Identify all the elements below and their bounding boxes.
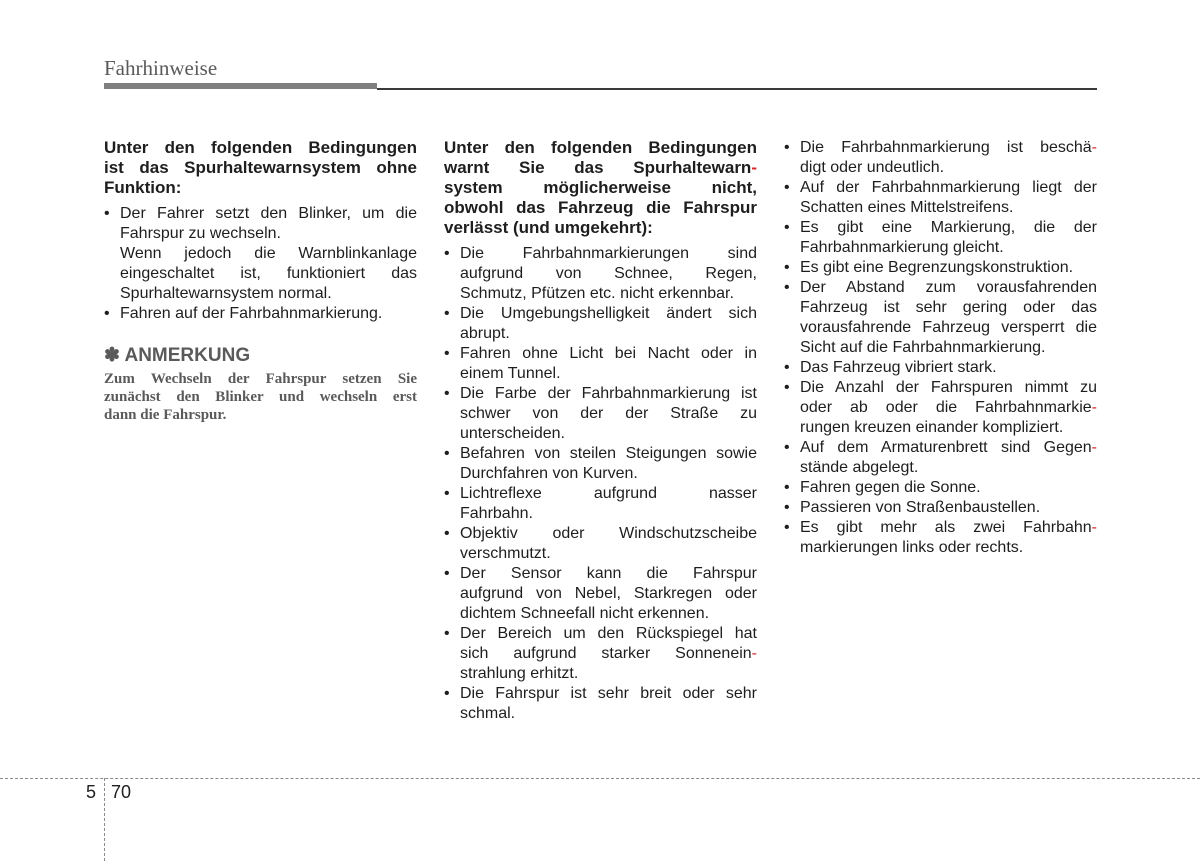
list-item-line: Die Fahrbahnmarkierung ist beschä- [800, 139, 1097, 156]
list-item-line: aufgrund von Nebel, Starkregen oder [460, 585, 757, 602]
list-item-line: Fahrzeug ist sehr gering oder das [800, 299, 1097, 316]
list-item [444, 244, 757, 304]
hyphen-mark: - [751, 645, 757, 662]
list-item-line: Der Abstand zum vorausfahrenden [800, 279, 1097, 296]
list-item-line: Es gibt mehr als zwei Fahrbahn- [800, 519, 1097, 536]
list-item-line: Auf der Fahrbahnmarkierung liegt der [800, 179, 1097, 196]
bullet-icon: • [784, 499, 790, 516]
list-item [784, 358, 1097, 378]
list-item-line: Schatten eines Mittelstreifens. [800, 199, 1014, 216]
list-item-line: aufgrund von Schnee, Regen, [460, 265, 757, 282]
bullet-icon: • [784, 519, 790, 536]
list-item-line: Es gibt eine Begrenzungskonstruktion. [800, 259, 1074, 276]
footer-vertical-divider [104, 778, 105, 861]
list-item-line: oder ab oder die Fahrbahnmarkie- [800, 399, 1097, 416]
hyphen-mark: - [1091, 439, 1097, 456]
list-item-line: Die Fahrspur ist sehr breit oder sehr [460, 685, 757, 702]
list-item-line: Objektiv oder Windschutzscheibe [460, 525, 757, 542]
note-text: Zum Wechseln der Fahrspur setzen Sie zunächst den Blinker und wechseln erst dann die Fahrspur. [104, 371, 417, 423]
list-item [444, 524, 757, 564]
list-item: • Der Fahrer setzt den Blinker, um die Fahrspur zu wechseln. Wenn jedoch die Warnblinkanlage eingeschaltet ist, funktioniert das Spurhaltewarnsystem normal. [104, 205, 417, 302]
bullet-icon: • [444, 685, 450, 702]
list-item [784, 138, 1097, 178]
list-item-line: Die Farbe der Fahrbahnmarkierung ist [460, 385, 757, 402]
list-item [784, 378, 1097, 438]
list-item-line: Fahrbahnmarkierung gleicht. [800, 239, 1004, 256]
header-rule-thin [377, 88, 1097, 90]
list-item [444, 684, 757, 724]
list-item [444, 344, 757, 384]
bullet-list [104, 204, 417, 324]
hyphen-mark: - [1091, 399, 1097, 416]
list-item-line: Die Umgebungshelligkeit ändert sich [460, 305, 757, 322]
list-item [444, 484, 757, 524]
list-item [784, 498, 1097, 518]
list-item-line: rungen kreuzen einander kompliziert. [800, 419, 1064, 436]
column-1 [104, 138, 417, 424]
list-item: • Fahren auf der Fahrbahnmarkierung. [104, 305, 383, 322]
note-title: ✽ ANMERKUNG [104, 345, 251, 366]
page-number: 70 [111, 782, 132, 802]
page-header-title: Fahrhinweise [104, 56, 218, 80]
list-item [784, 218, 1097, 258]
bullet-icon: • [444, 305, 450, 322]
column-2 [444, 138, 757, 724]
list-item [444, 444, 757, 484]
list-item-line: digt oder undeutlich. [800, 159, 945, 176]
bullet-icon: • [444, 345, 450, 362]
section-heading-false-negative: Unter den folgenden Bedingungen warnt Sie das Spurhaltewarn- system möglicherweise nicht, obwohl das Fahrzeug die Fahrspur verlässt (und umgekehrt): [444, 138, 757, 237]
list-item-line: schwer von der der Straße zu [460, 405, 757, 422]
header-rule-thick [104, 83, 377, 89]
list-item-line: Schmutz, Pfützen etc. nicht erkennbar. [460, 285, 734, 302]
list-item-line: unterscheiden. [460, 425, 565, 442]
list-item-line: Fahren ohne Licht bei Nacht oder in [460, 345, 757, 362]
bullet-icon: • [784, 439, 790, 456]
bullet-icon: • [444, 525, 450, 542]
list-item [784, 518, 1097, 558]
bullet-icon: • [444, 565, 450, 582]
list-item [784, 258, 1097, 278]
list-item-line: dichtem Schneefall nicht erkennen. [460, 605, 710, 622]
list-item-line: Durchfahren von Kurven. [460, 465, 638, 482]
hyphen-mark: - [1091, 519, 1097, 536]
list-item-line: schmal. [460, 705, 516, 722]
list-item-line: verschmutzt. [460, 545, 551, 562]
list-item-line: Auf dem Armaturenbrett sind Gegen- [800, 439, 1097, 456]
hyphen-mark: - [1091, 139, 1097, 156]
list-item-line: Passieren von Straßenbaustellen. [800, 499, 1041, 516]
list-item-line: einem Tunnel. [460, 365, 561, 382]
bullet-icon: • [444, 245, 450, 262]
list-item-line: sich aufgrund starker Sonnenein- [460, 645, 757, 662]
list-item-line: markierungen links oder rechts. [800, 539, 1024, 556]
list-item-line: Es gibt eine Markierung, die der [800, 219, 1097, 236]
bullet-icon: • [444, 485, 450, 502]
bullet-icon: • [104, 305, 110, 322]
bullet-icon: • [784, 219, 790, 236]
bullet-icon: • [784, 139, 790, 156]
bullet-icon: • [784, 359, 790, 376]
list-item-line: abrupt. [460, 325, 510, 342]
bullet-icon: • [444, 385, 450, 402]
list-item-line: Fahrbahn. [460, 505, 533, 522]
chapter-number: 5 [86, 782, 97, 802]
bullet-icon: • [444, 445, 450, 462]
bullet-icon: • [444, 625, 450, 642]
bullet-list [444, 244, 757, 724]
bullet-icon: • [784, 379, 790, 396]
list-item-line: Sicht auf die Fahrbahnmarkierung. [800, 339, 1046, 356]
list-item-line: Befahren von steilen Steigungen sowie [460, 445, 757, 462]
bullet-icon: • [784, 479, 790, 496]
bullet-icon: • [784, 279, 790, 296]
bullet-icon: • [784, 179, 790, 196]
list-item [444, 564, 757, 624]
list-item [444, 304, 757, 344]
list-item-line: strahlung erhitzt. [460, 665, 579, 682]
list-item-line: Fahren gegen die Sonne. [800, 479, 981, 496]
list-item [444, 384, 757, 444]
list-item [444, 624, 757, 684]
list-item-line: Der Bereich um den Rückspiegel hat [460, 625, 757, 642]
list-item [784, 438, 1097, 478]
list-item-line: Der Sensor kann die Fahrspur [460, 565, 757, 582]
list-item-line: Lichtreflexe aufgrund nasser [460, 485, 757, 502]
list-item-line: Die Fahrbahnmarkierungen sind [460, 245, 757, 262]
bullet-icon: • [784, 259, 790, 276]
list-item-line: stände abgelegt. [800, 459, 919, 476]
column-3 [784, 138, 1097, 558]
bullet-icon: • [104, 205, 110, 222]
section-heading-no-function: Unter den folgenden Bedingungen ist das Spurhaltewarnsystem ohne Funktion: [104, 138, 417, 197]
list-item [784, 478, 1097, 498]
list-item [784, 178, 1097, 218]
list-item-line: Das Fahrzeug vibriert stark. [800, 359, 997, 376]
list-item-line: vorausfahrende Fahrzeug versperrt die [800, 319, 1097, 336]
footer-divider [0, 778, 1200, 779]
bullet-list [784, 138, 1097, 558]
hyphen-mark: - [751, 158, 757, 177]
list-item [784, 278, 1097, 358]
list-item-line: Die Anzahl der Fahrspuren nimmt zu [800, 379, 1097, 396]
